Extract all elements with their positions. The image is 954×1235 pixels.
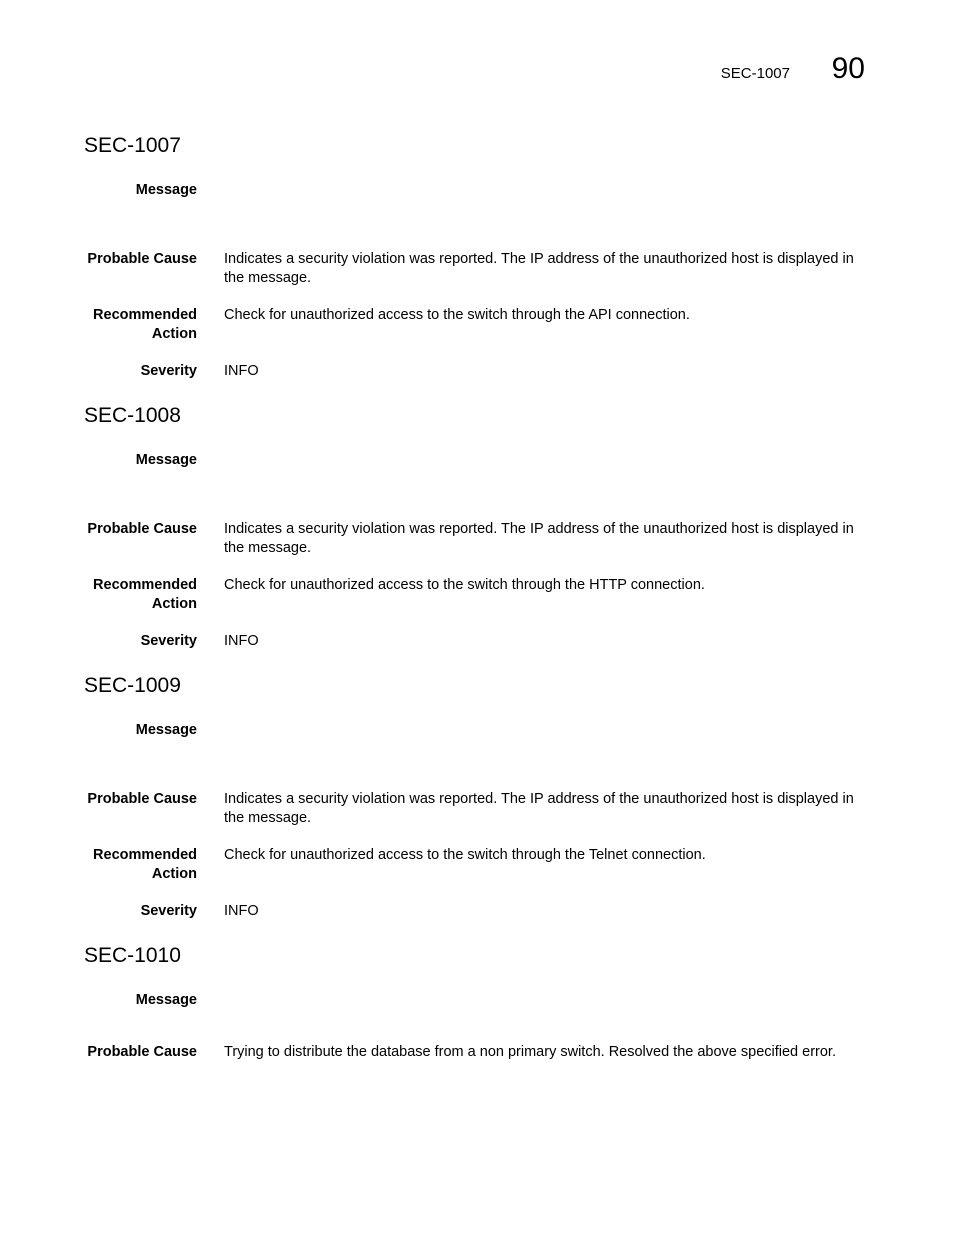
field-label: Severity (140, 903, 197, 919)
field-label: Message (135, 452, 197, 468)
field-label: Recommended Action (93, 307, 197, 342)
probable-cause-field (84, 790, 874, 828)
field-label: Recommended Action (93, 847, 197, 882)
field-label: Severity (140, 633, 197, 649)
recommended-action-field (84, 576, 874, 614)
message-entry-sec-1008 (84, 403, 874, 651)
field-label: Probable Cause (87, 1044, 197, 1060)
header-section-label: SEC-1007 (720, 65, 790, 82)
field-label: Probable Cause (87, 521, 197, 537)
field-label: Probable Cause (87, 251, 197, 267)
field-value: Indicates a security violation was reported. The IP address of the unauthorized host is displayed in the message. (224, 791, 854, 826)
page-header (0, 52, 954, 92)
field-label: Severity (140, 363, 197, 379)
severity-field (84, 362, 874, 381)
entry-title: SEC-1008 (84, 404, 181, 427)
field-value: INFO (224, 363, 259, 379)
probable-cause-field (84, 520, 874, 558)
field-value (224, 451, 874, 470)
message-entry-sec-1010 (84, 943, 874, 1062)
severity-field (84, 632, 874, 651)
field-label: Probable Cause (87, 791, 197, 807)
field-label: Recommended Action (93, 577, 197, 612)
message-entry-sec-1007 (84, 133, 874, 381)
message-field (84, 181, 874, 200)
severity-field (84, 902, 874, 921)
field-value: Indicates a security violation was reported. The IP address of the unauthorized host is displayed in the message. (224, 521, 854, 556)
field-label: Message (135, 992, 197, 1008)
probable-cause-field (84, 250, 874, 288)
field-value: Check for unauthorized access to the switch through the API connection. (224, 307, 690, 323)
field-value: Check for unauthorized access to the switch through the Telnet connection. (224, 847, 706, 863)
message-field (84, 451, 874, 470)
message-field (84, 991, 874, 1010)
field-value: INFO (224, 633, 259, 649)
entry-title: SEC-1010 (84, 944, 181, 967)
field-value: Check for unauthorized access to the switch through the HTTP connection. (224, 577, 705, 593)
entry-title: SEC-1007 (84, 134, 181, 157)
field-value: Indicates a security violation was reported. The IP address of the unauthorized host is displayed in the message. (224, 251, 854, 286)
entry-title: SEC-1009 (84, 674, 181, 697)
field-label: Message (135, 182, 197, 198)
field-value (224, 991, 874, 1010)
field-value (224, 721, 874, 740)
message-entry-sec-1009 (84, 673, 874, 921)
field-value: INFO (224, 903, 259, 919)
field-value (224, 181, 874, 200)
document-body (84, 133, 874, 1084)
probable-cause-field (84, 1043, 874, 1062)
field-label: Message (135, 722, 197, 738)
recommended-action-field (84, 846, 874, 884)
recommended-action-field (84, 306, 874, 344)
field-value: Trying to distribute the database from a non primary switch. Resolved the above specified error. (224, 1044, 836, 1060)
message-field (84, 721, 874, 740)
chapter-number: 90 (831, 52, 865, 85)
